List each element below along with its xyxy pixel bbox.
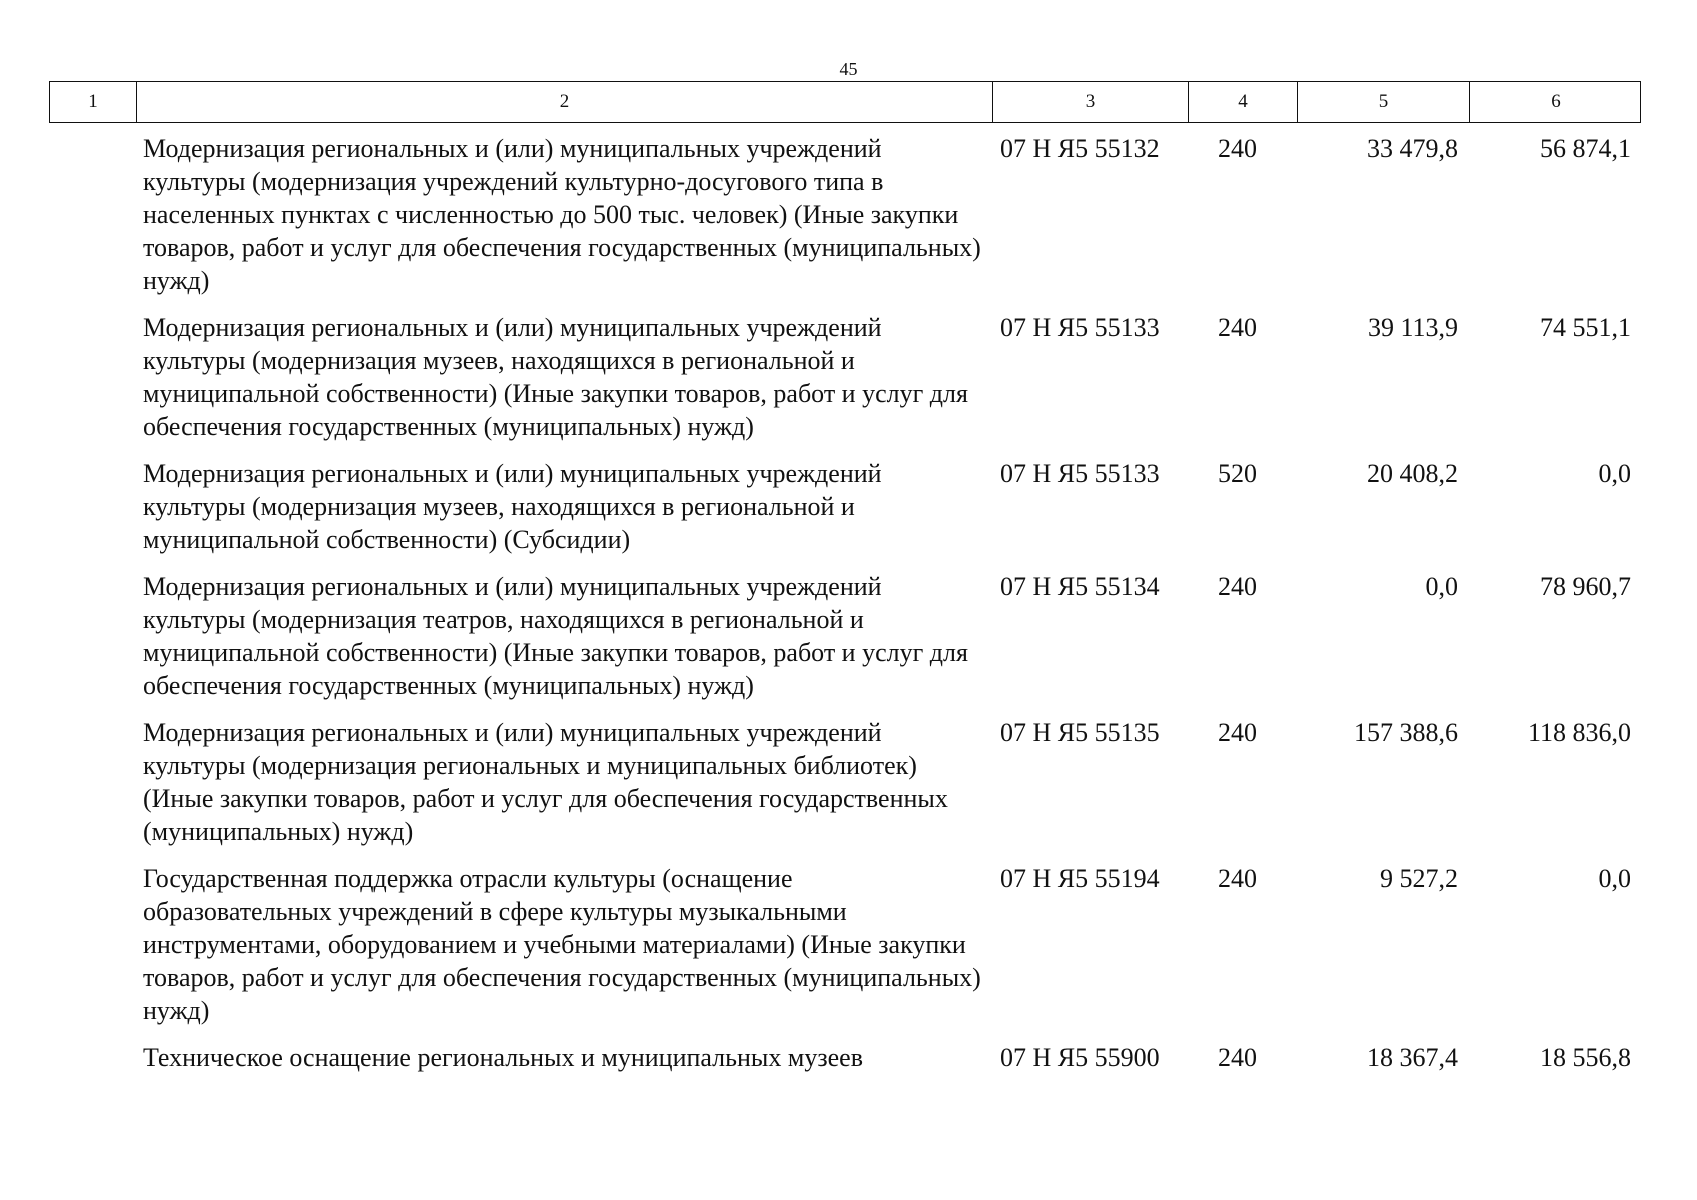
row-number-cell bbox=[49, 311, 135, 443]
row-number-cell bbox=[49, 570, 135, 702]
row-value-5: 157 388,6 bbox=[1354, 718, 1458, 747]
row-name: Модернизация региональных и (или) муниципальных учреждений культуры (модернизация музеев, находящихся в региональной и муниципальной собственности) (Субсидии) bbox=[143, 459, 882, 554]
row-value-5: 33 479,8 bbox=[1367, 134, 1458, 163]
row-code: 07 Н Я5 55135 bbox=[1000, 718, 1160, 747]
row-value-6: 18 556,8 bbox=[1540, 1043, 1631, 1072]
table-row bbox=[49, 1041, 1641, 1074]
row-type: 240 bbox=[1218, 718, 1257, 747]
row-value-5: 0,0 bbox=[1425, 572, 1458, 601]
header-col-2: 2 bbox=[136, 82, 992, 122]
table-row bbox=[49, 132, 1641, 297]
row-value-6: 0,0 bbox=[1598, 864, 1631, 893]
row-value-6: 56 874,1 bbox=[1540, 134, 1631, 163]
row-name: Государственная поддержка отрасли культуры (оснащение образовательных учреждений в сфере культуры музыкальными инструментами, оборудованием и учебными материалами) (Иные закупки товаров, работ и услуг для обеспечения государственных (муниципальных) нужд) bbox=[143, 864, 981, 1025]
row-type: 240 bbox=[1218, 864, 1257, 893]
header-col-5: 5 bbox=[1297, 82, 1469, 122]
row-code: 07 Н Я5 55132 bbox=[1000, 134, 1160, 163]
row-value-6: 78 960,7 bbox=[1540, 572, 1631, 601]
row-code: 07 Н Я5 55900 bbox=[1000, 1043, 1160, 1072]
header-col-4: 4 bbox=[1188, 82, 1297, 122]
row-value-5: 39 113,9 bbox=[1367, 313, 1458, 342]
row-number-cell bbox=[49, 862, 135, 1027]
row-number-cell bbox=[49, 1041, 135, 1074]
row-name: Модернизация региональных и (или) муниципальных учреждений культуры (модернизация региональных и муниципальных библиотек) (Иные закупки товаров, работ и услуг для обеспечения государственных (муниципальных) нужд) bbox=[143, 718, 948, 846]
row-number-cell bbox=[49, 132, 135, 297]
row-code: 07 Н Я5 55134 bbox=[1000, 572, 1160, 601]
row-type: 240 bbox=[1218, 1043, 1257, 1072]
row-type: 240 bbox=[1218, 572, 1257, 601]
row-code: 07 Н Я5 55133 bbox=[1000, 459, 1160, 488]
table-body bbox=[49, 132, 1641, 1088]
header-col-3: 3 bbox=[992, 82, 1188, 122]
row-value-5: 18 367,4 bbox=[1367, 1043, 1458, 1072]
header-col-6: 6 bbox=[1469, 82, 1642, 122]
row-value-5: 9 527,2 bbox=[1380, 864, 1458, 893]
row-code: 07 Н Я5 55133 bbox=[1000, 313, 1160, 342]
row-code: 07 Н Я5 55194 bbox=[1000, 864, 1160, 893]
header-col-1: 1 bbox=[88, 91, 98, 112]
row-value-6: 118 836,0 bbox=[1527, 718, 1631, 747]
table-row bbox=[49, 311, 1641, 443]
row-value-6: 0,0 bbox=[1598, 459, 1631, 488]
table-header bbox=[49, 81, 1641, 123]
row-type: 240 bbox=[1218, 134, 1257, 163]
row-value-5: 20 408,2 bbox=[1367, 459, 1458, 488]
table-row bbox=[49, 716, 1641, 848]
row-name: Модернизация региональных и (или) муниципальных учреждений культуры (модернизация учреждений культурно-досугового типа в населенных пунктах с численностью до 500 тыс. человек) (Иные закупки товаров, работ и услуг для обеспечения государственных (муниципальных) нужд) bbox=[143, 134, 981, 295]
row-name: Техническое оснащение региональных и муниципальных музеев bbox=[143, 1043, 863, 1072]
row-type: 240 bbox=[1218, 313, 1257, 342]
row-number-cell bbox=[49, 457, 135, 556]
row-type: 520 bbox=[1218, 459, 1257, 488]
table-row bbox=[49, 570, 1641, 702]
page-number: 45 bbox=[839, 59, 858, 79]
table-row bbox=[49, 457, 1641, 556]
row-value-6: 74 551,1 bbox=[1540, 313, 1631, 342]
row-name: Модернизация региональных и (или) муниципальных учреждений культуры (модернизация театров, находящихся в региональной и муниципальной собственности) (Иные закупки товаров, работ и услуг для обеспечения государственных (муниципальных) нужд) bbox=[143, 572, 968, 700]
table-row bbox=[49, 862, 1641, 1027]
row-number-cell bbox=[49, 716, 135, 848]
row-name: Модернизация региональных и (или) муниципальных учреждений культуры (модернизация музеев, находящихся в региональной и муниципальной собственности) (Иные закупки товаров, работ и услуг для обеспечения государственных (муниципальных) нужд) bbox=[143, 313, 968, 441]
